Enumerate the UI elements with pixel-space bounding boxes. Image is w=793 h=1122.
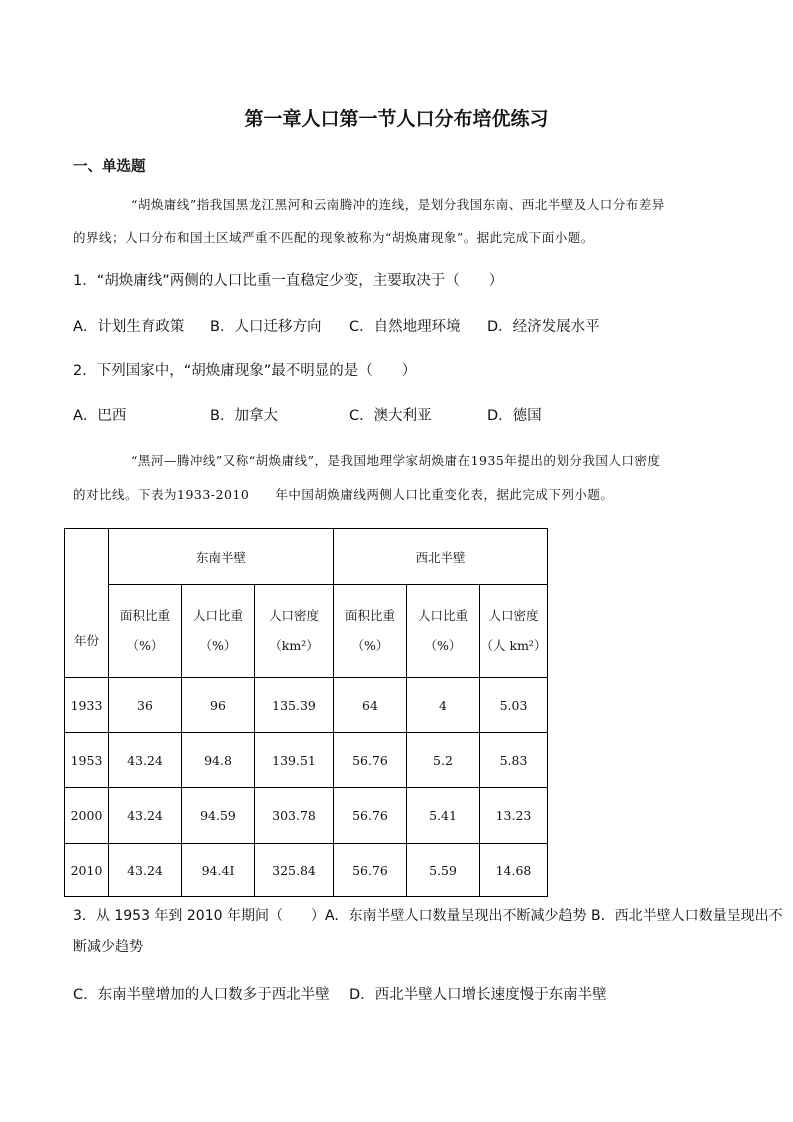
table-cell: 94.8: [182, 733, 255, 788]
table-cell: 135.39: [255, 678, 334, 733]
northwest-header: 西北半壁: [334, 529, 548, 585]
table-cell: 56.76: [334, 788, 407, 844]
material-1-line-1: “胡焕庸线”指我国黑龙江黑河和云南腾冲的连线，是划分我国东南、西北半壁及人口分布差异: [131, 197, 665, 212]
sub-header-nw-area: 面积比重 （%）: [334, 585, 407, 678]
year-header: 年份: [65, 529, 109, 678]
table-cell: 303.78: [255, 788, 334, 844]
q1-option-c[interactable]: C．自然地理环境: [349, 319, 461, 335]
sub-header-nw-pop: 人口比重 （%）: [407, 585, 480, 678]
table-cell: 43.24: [109, 844, 182, 897]
table-cell: 36: [109, 678, 182, 733]
table-cell: 4: [407, 678, 480, 733]
year-cell: 1953: [65, 733, 109, 788]
q2-option-a[interactable]: A．巴西: [73, 408, 127, 424]
question-1-stem: 1．“胡焕庸线”两侧的人口比重一直稳定少变，主要取决于（ ）: [73, 273, 504, 289]
southeast-header: 东南半壁: [109, 529, 334, 585]
year-cell: 2010: [65, 844, 109, 897]
table-cell: 5.03: [480, 678, 548, 733]
table-cell: 43.24: [109, 788, 182, 844]
table-cell: 56.76: [334, 733, 407, 788]
table-cell: 56.76: [334, 844, 407, 897]
sub-header-se-pop: 人口比重 （%）: [182, 585, 255, 678]
q3-option-d[interactable]: D．西北半壁人口增长速度慢于东南半壁: [349, 987, 607, 1003]
q2-option-d[interactable]: D．德国: [487, 408, 542, 424]
table-row: [65, 788, 548, 844]
table-cell: 94.59: [182, 788, 255, 844]
sub-header-nw-density: 人口密度 （人 km²）: [480, 585, 548, 678]
table-cell: 14.68: [480, 844, 548, 897]
table-cell: 96: [182, 678, 255, 733]
q1-option-d[interactable]: D．经济发展水平: [487, 319, 600, 335]
q2-option-c[interactable]: C．澳大利亚: [349, 408, 432, 424]
table-cell: 64: [334, 678, 407, 733]
year-cell: 2000: [65, 788, 109, 844]
table-cell: 5.59: [407, 844, 480, 897]
question-3-line-1: 3．从 1953 年到 2010 年期间（ ）A．东南半壁人口数量呈现出不断减少趋势 B．西北半壁人口数量呈现出不: [73, 908, 783, 924]
material-1-line-2: 的界线；人口分布和国土区域严重不匹配的现象被称为“胡焕庸现象”。据此完成下面小题。: [73, 230, 594, 245]
table-row: [65, 678, 548, 733]
page-title: 第一章人口第一节人口分布培优练习: [244, 108, 549, 130]
population-table: [64, 528, 548, 897]
sub-header-se-density: 人口密度 （km²）: [255, 585, 334, 678]
table-cell: 5.2: [407, 733, 480, 788]
q2-option-b[interactable]: B．加拿大: [210, 408, 278, 424]
material-2-line-2: 的对比线。下表为1933-2010 年中国胡焕庸线两侧人口比重变化表，据此完成下列小题。: [73, 487, 614, 502]
table-cell: 5.41: [407, 788, 480, 844]
year-cell: 1933: [65, 678, 109, 733]
sub-header-se-area: 面积比重 （%）: [109, 585, 182, 678]
q1-option-a[interactable]: A．计划生育政策: [73, 319, 185, 335]
q3-option-c[interactable]: C．东南半壁增加的人口数多于西北半壁: [73, 987, 330, 1003]
section-heading: 一、单选题: [73, 159, 146, 175]
table-cell: 139.51: [255, 733, 334, 788]
q1-option-b[interactable]: B．人口迁移方向: [210, 319, 322, 335]
table-row: [65, 844, 548, 897]
question-2-stem: 2．下列国家中，“胡焕庸现象”最不明显的是（ ）: [73, 363, 417, 379]
table-cell: 5.83: [480, 733, 548, 788]
question-3-line-2: 断减少趋势: [73, 939, 143, 955]
table-cell: 94.4I: [182, 844, 255, 897]
material-2-line-1: “黑河—腾冲线”又称“胡焕庸线”，是我国地理学家胡焕庸在1935年提出的划分我国人口密度: [131, 453, 661, 468]
table-cell: 43.24: [109, 733, 182, 788]
table-cell: 13.23: [480, 788, 548, 844]
table-cell: 325.84: [255, 844, 334, 897]
table-row: [65, 733, 548, 788]
